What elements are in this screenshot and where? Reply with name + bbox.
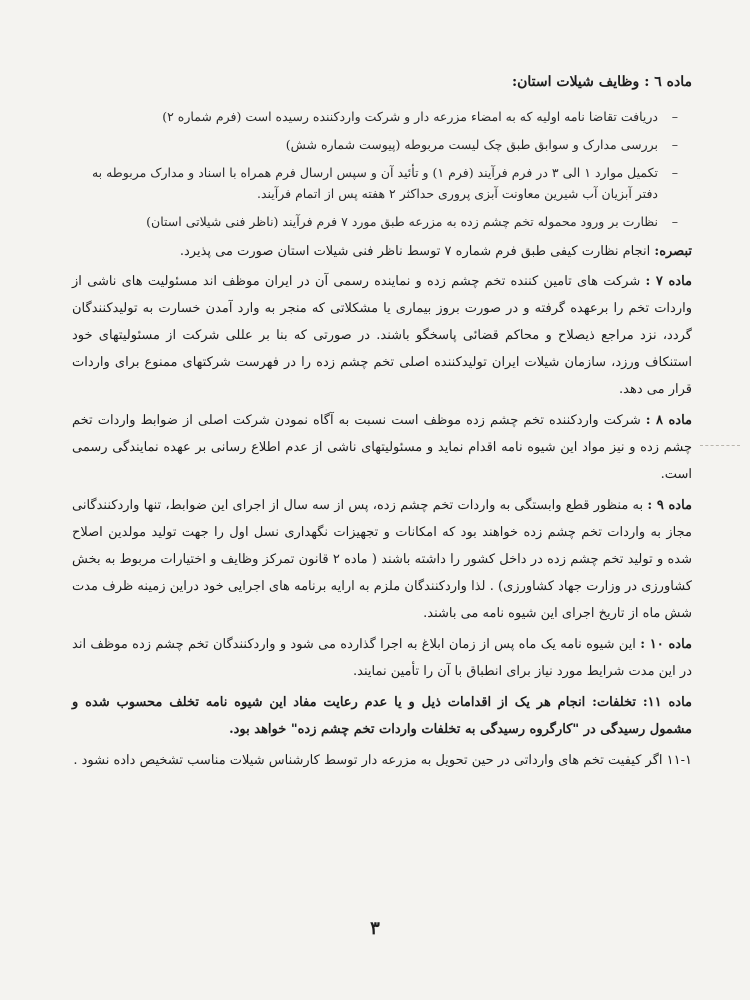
duty-item: – دریافت تقاضا نامه اولیه که به امضاء مزرعه دار و شرکت واردکننده رسیده است (فرم شماره ۲) bbox=[162, 109, 678, 124]
duty-item: – تکمیل موارد ۱ الی ۳ در فرم فرآیند (فرم ۱) و تأئید آن و سپس ارسال فرم همراه با اسناد و مدارک مربوطه به دفتر آبزیان آب شیرین معاونت آبزی پروری حداکثر ۲ هفته پس از اتمام فرآیند. bbox=[91, 165, 678, 201]
duty-text: بررسی مدارک و سوابق طبق چک لیست مربوطه (پیوست شماره شش) bbox=[285, 137, 658, 152]
article-11-label: ماده ۱۱: تخلفات: bbox=[592, 695, 693, 710]
article-9-text: به منظور قطع وابستگی به واردات تخم چشم زده، پس از سه سال از اجرای این ضوابط، تنها واردکنندگانی مجاز به واردات تخم چشم زده خواهند بود که امکانات و تجهیزات نگهداری نسل اول را جهت تولید مولدین اصلاح شده و تولید تخم چشم زده در داخل کشور را داشته باشند ( ماده ۲ قانون تمرکز وظایف و اختیارات مربوط به بخش کشاورزی در وزارت جهاد کشاورزی) . لذا واردکنندگان ملزم به ارایه برنامه های اجرایی خود دراین زمینه ظرف مدت شش ماه از تاریخ اجرای این شیوه نامه می باشند. bbox=[72, 498, 693, 621]
article-11-paragraph bbox=[72, 689, 692, 743]
article-10-paragraph bbox=[72, 631, 692, 685]
margin-dash-mark bbox=[700, 445, 740, 446]
article-7-text: شرکت های تامین کننده تخم چشم زده و نماینده رسمی آن در ایران موظف اند مسئولیت های ناشی از واردات تخم را برعهده گرفته و در صورت بروز بیماری یا مشکلاتی که منجر به وارد آمدن خسارت به تولیدکنندگان گردد، نزد مراجع ذیصلاح و محاکم قضائی پاسخگو باشند. در صورتی که بنا بر عللی شرکت از مسئولیتهای خود استنکاف ورزد، سازمان شیلات ایران تولیدکننده اصلی تخم چشم زده را در فهرست شرکتهای ممنوع برای واردات قرار می دهد. bbox=[72, 274, 692, 397]
page-number: ۳ bbox=[370, 918, 380, 939]
article-6-duties-list bbox=[72, 106, 678, 232]
article-6-section bbox=[72, 68, 692, 232]
duty-text: نظارت بر ورود محموله تخم چشم زده به مزرعه طبق مورد ۷ فرم فرآیند (ناظر فنی شیلاتی استان) bbox=[146, 214, 658, 229]
item-11-1-text: ۱۱-۱ اگر کیفیت تخم های وارداتی در حین تحویل به مزرعه دار توسط کارشناس شیلات مناسب تشخیص داده نشود . bbox=[73, 753, 692, 768]
note-paragraph bbox=[72, 240, 692, 264]
article-9-label: ماده ۹ : bbox=[647, 498, 693, 513]
note-label: تبصره: bbox=[654, 244, 692, 259]
article-7-label: ماده ۷ : bbox=[645, 274, 692, 289]
article-9-paragraph bbox=[72, 492, 692, 627]
duty-item: – بررسی مدارک و سوابق طبق چک لیست مربوطه (پیوست شماره شش) bbox=[285, 137, 678, 152]
article-8-text: شرکت واردکننده تخم چشم زده موظف است نسبت به آگاه نمودن شرکت اصلی از ضوابط واردات تخم چشم زده و نیز مواد این شیوه نامه اقدام نماید و مسئولیتهای ناشی از عدم اطلاع رسانی بر عهده نمایندگی رسمی است. bbox=[72, 413, 692, 482]
note-text: انجام نظارت کیفی طبق فرم شماره ۷ توسط ناظر فنی شیلات استان صورت می پذیرد. bbox=[179, 244, 655, 259]
article-11-text: انجام هر یک از اقدامات ذیل و یا عدم رعایت مفاد این شیوه نامه تخلف محسوب شده و مشمول رسیدگی در "کارگروه رسیدگی به تخلفات واردات تخم چشم زده" خواهد بود. bbox=[72, 695, 692, 737]
article-8-paragraph bbox=[72, 407, 692, 488]
duty-item: – نظارت بر ورود محموله تخم چشم زده به مزرعه طبق مورد ۷ فرم فرآیند (ناظر فنی شیلاتی استان) bbox=[146, 214, 678, 229]
article-10-text: این شیوه نامه یک ماه پس از زمان ابلاغ به اجرا گذارده می شود و واردکنندگان تخم چشم زده موظف اند در این مدت شرایط مورد نیاز برای انطباق با آن را تأمین نمایند. bbox=[72, 637, 692, 679]
article-10-label: ماده ۱۰ : bbox=[640, 637, 692, 652]
item-11-1-paragraph bbox=[72, 747, 692, 774]
article-6-title: ماده ٦ : وظایف شیلات استان: bbox=[511, 74, 692, 90]
duty-text: تکمیل موارد ۱ الی ۳ در فرم فرآیند (فرم ۱) و تأئید آن و سپس ارسال فرم همراه با اسناد و مدارک مربوطه به دفتر آبزیان آب شیرین معاونت آبزی پروری حداکثر ۲ هفته پس از اتمام فرآیند. bbox=[91, 165, 658, 201]
article-8-label: ماده ۸ : bbox=[645, 413, 692, 428]
duty-text: دریافت تقاضا نامه اولیه که به امضاء مزرعه دار و شرکت واردکننده رسیده است (فرم شماره ۲) bbox=[162, 109, 658, 124]
article-7-paragraph bbox=[72, 268, 692, 403]
